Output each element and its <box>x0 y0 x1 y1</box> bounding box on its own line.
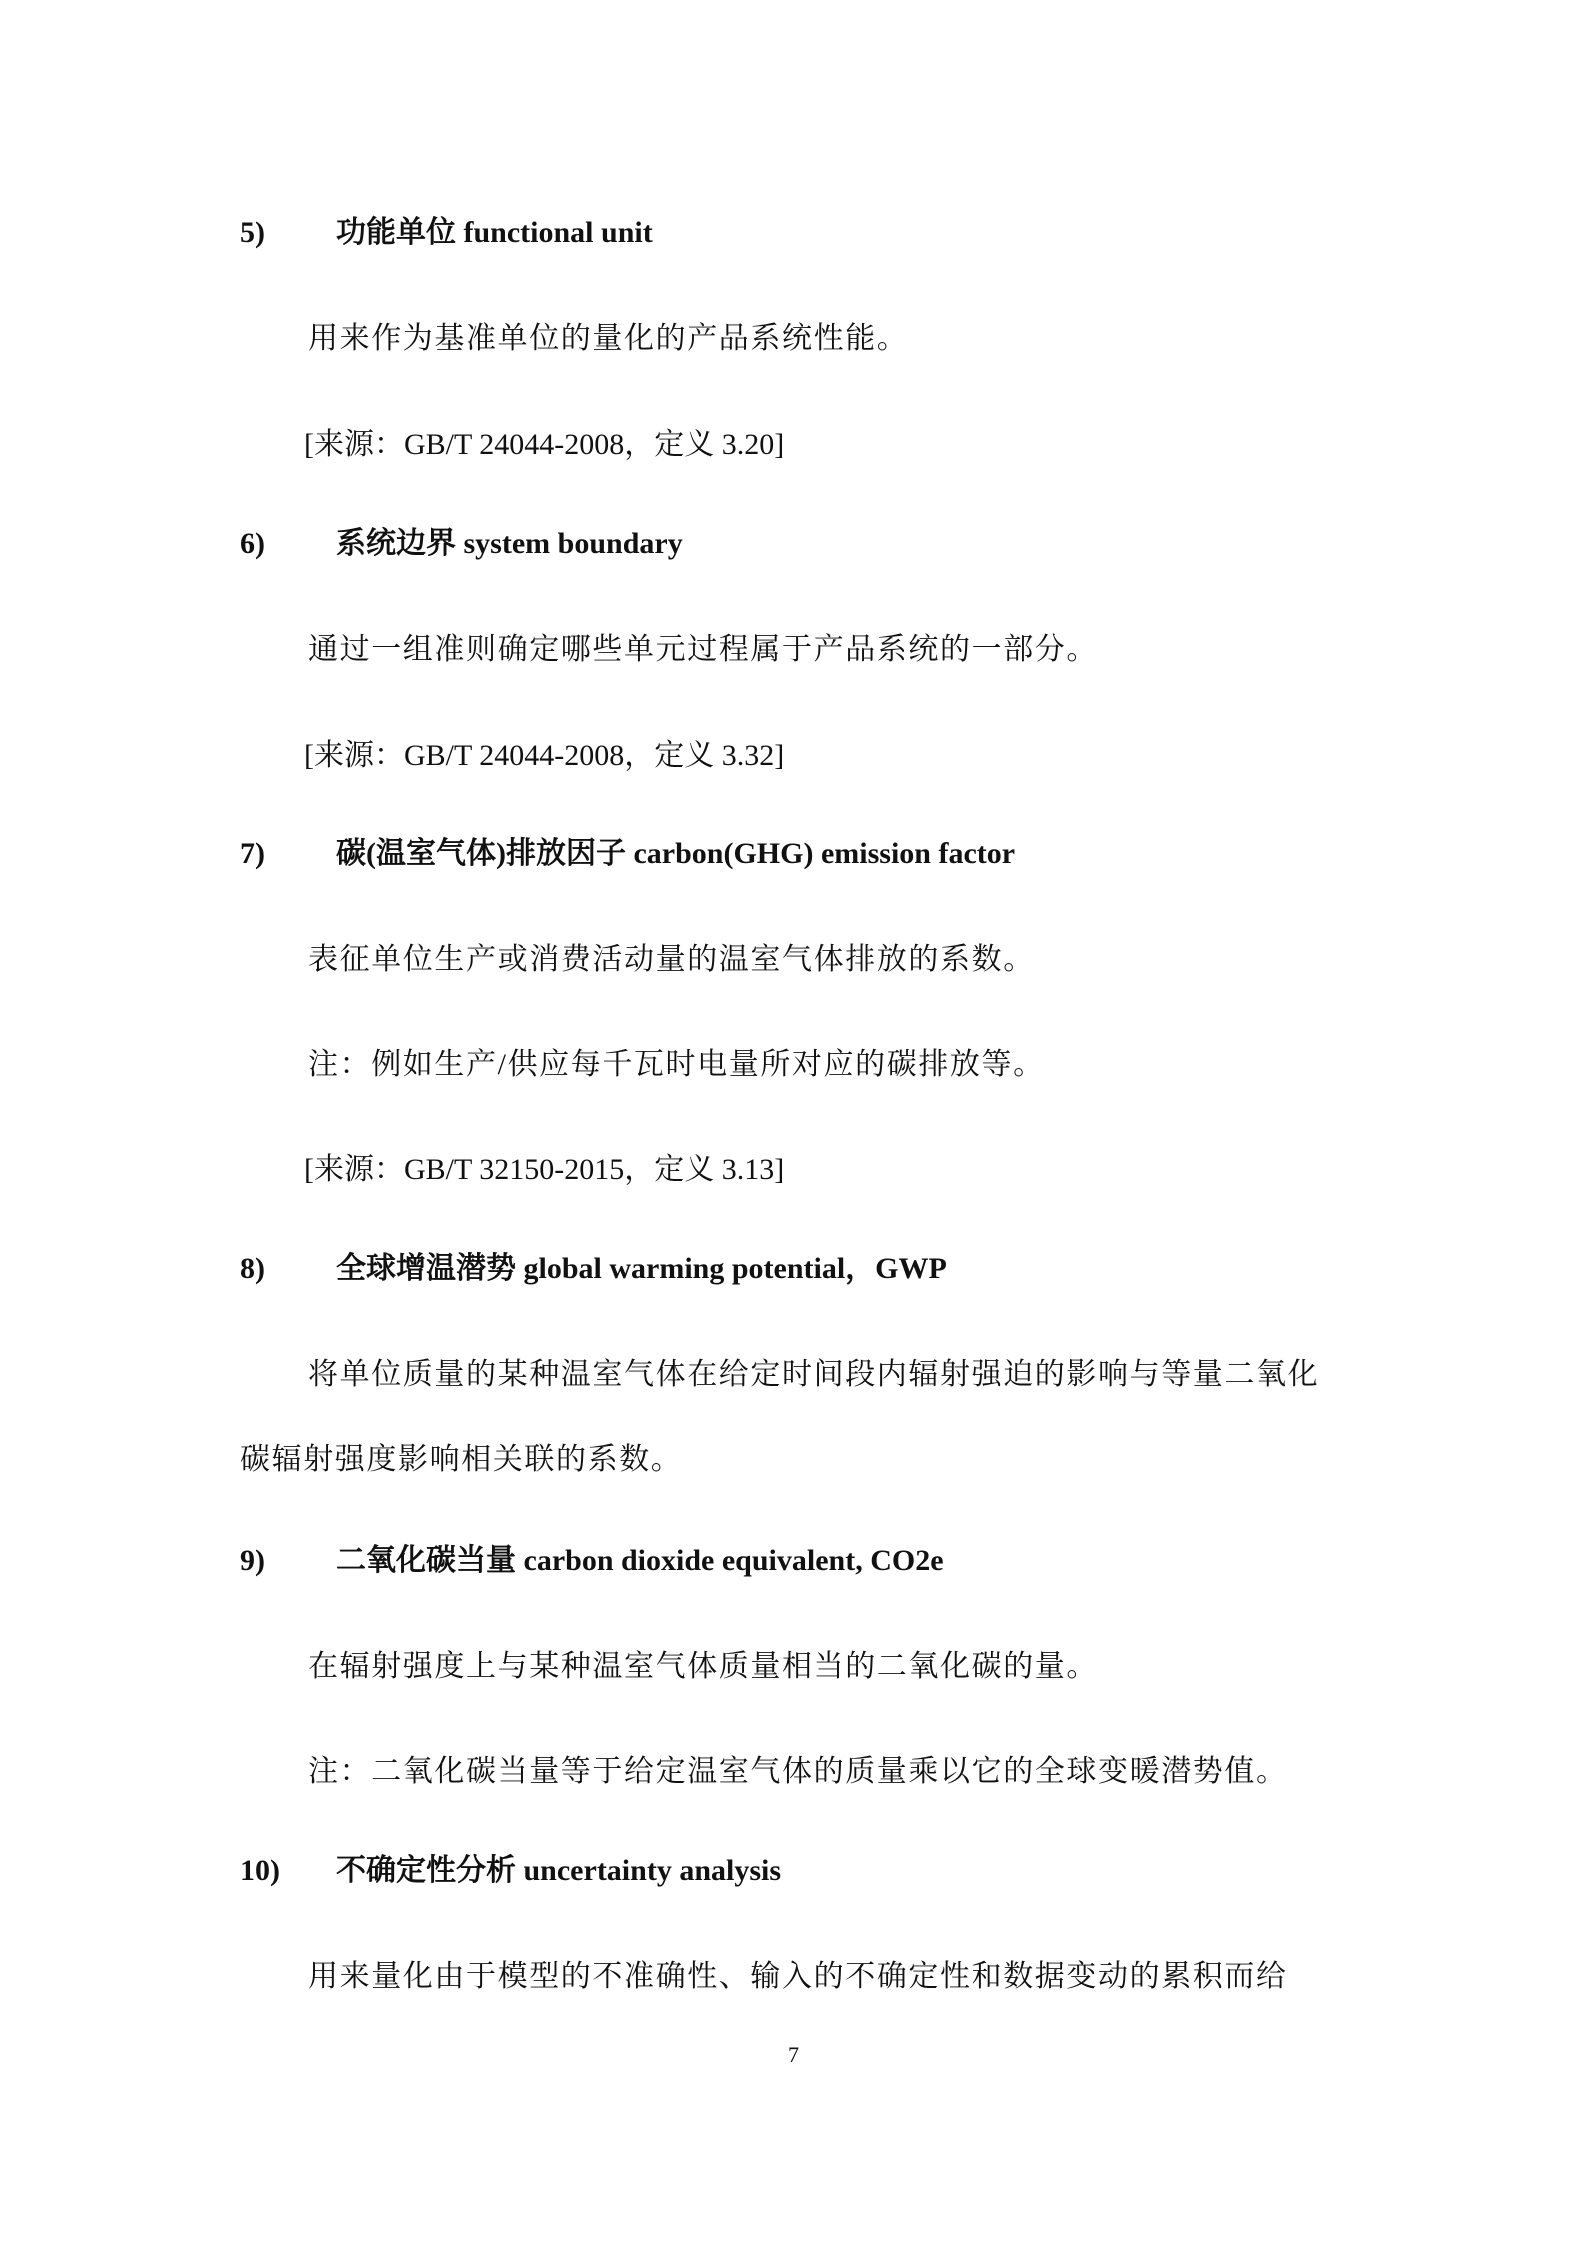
paragraph: 将单位质量的某种温室气体在给定时间段内辐射强迫的影响与等量二氧化 <box>308 1358 1320 1391</box>
section-number: 8) <box>240 1252 265 1285</box>
paragraph: 用来作为基准单位的量化的产品系统性能。 <box>308 322 909 355</box>
paragraph: 通过一组准则确定哪些单元过程属于产品系统的一部分。 <box>308 633 1098 666</box>
section-number: 9) <box>240 1544 265 1577</box>
section-number: 6) <box>240 527 265 560</box>
section-number: 7) <box>240 837 265 870</box>
section-title: 系统边界 system boundary <box>336 527 683 560</box>
section-number: 5) <box>240 216 265 249</box>
paragraph-continuation: 碳辐射强度影响相关联的系数。 <box>240 1443 683 1476</box>
source-citation: [来源：GB/T 24044-2008，定义 3.20] <box>304 428 785 461</box>
section-title: 不确定性分析 uncertainty analysis <box>336 1854 782 1887</box>
paragraph: 在辐射强度上与某种温室气体质量相当的二氧化碳的量。 <box>308 1650 1098 1683</box>
section-title: 功能单位 functional unit <box>336 216 653 249</box>
note: 注：二氧化碳当量等于给定温室气体的质量乘以它的全球变暖潜势值。 <box>308 1755 1288 1788</box>
source-citation: [来源：GB/T 24044-2008，定义 3.32] <box>304 739 785 772</box>
section-title: 全球增温潜势 global warming potential，GWP <box>336 1252 947 1285</box>
paragraph: 用来量化由于模型的不准确性、输入的不确定性和数据变动的累积而给 <box>308 1960 1288 1993</box>
source-citation: [来源：GB/T 32150-2015，定义 3.13] <box>304 1153 785 1186</box>
paragraph: 表征单位生产或消费活动量的温室气体排放的系数。 <box>308 943 1035 976</box>
page-number: 7 <box>788 2042 799 2067</box>
section-title: 碳(温室气体)排放因子 carbon(GHG) emission factor <box>336 837 1016 870</box>
section-number: 10) <box>240 1854 280 1887</box>
section-title: 二氧化碳当量 carbon dioxide equivalent, CO2e <box>336 1544 944 1577</box>
note: 注：例如生产/供应每千瓦时电量所对应的碳排放等。 <box>308 1048 1045 1081</box>
